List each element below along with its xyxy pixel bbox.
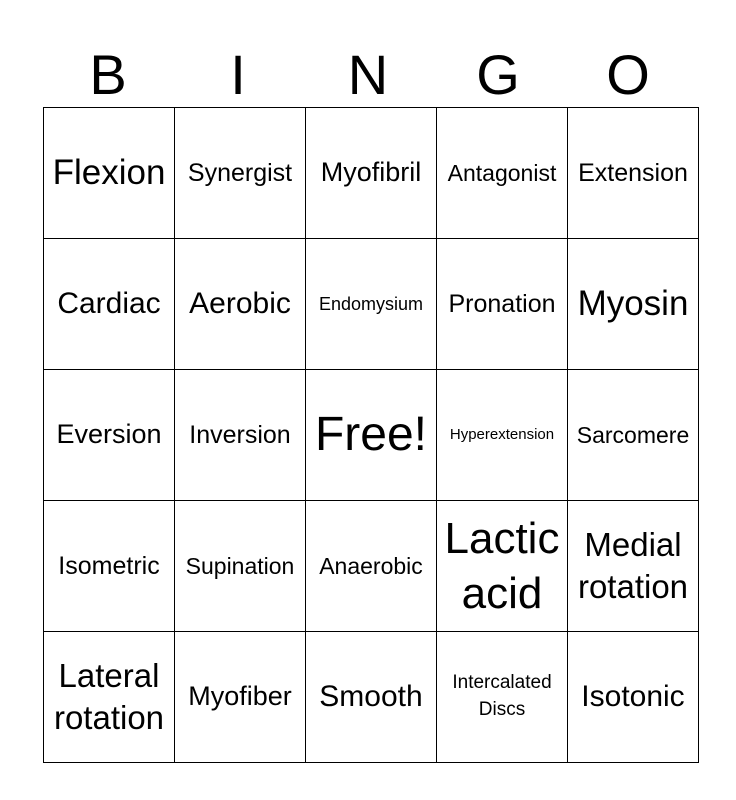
bingo-cell[interactable]: [175, 501, 306, 632]
bingo-cell[interactable]: [568, 632, 699, 763]
cell-label: Myosin: [577, 284, 689, 324]
header-letter-i: I: [230, 43, 246, 106]
bingo-cell[interactable]: [175, 632, 306, 763]
bingo-cell[interactable]: [306, 239, 437, 370]
cell-label: Intercalated Discs: [452, 672, 552, 720]
cell-label: Smooth: [319, 679, 423, 713]
board-row-4: [44, 501, 699, 632]
cell-label: Synergist: [187, 158, 293, 187]
header-letter-g: G: [476, 43, 520, 106]
cell-label: Aerobic: [189, 286, 291, 320]
bingo-cell[interactable]: [175, 370, 306, 501]
cell-label: Isometric: [58, 551, 160, 580]
bingo-cell[interactable]: [44, 108, 175, 239]
cell-label: Inversion: [189, 420, 291, 449]
bingo-cell[interactable]: [306, 632, 437, 763]
bingo-cell[interactable]: [437, 501, 568, 632]
bingo-cell[interactable]: [568, 501, 699, 632]
bingo-cell[interactable]: [437, 632, 568, 763]
board-row-2: [44, 239, 699, 370]
cell-label: Sarcomere: [576, 421, 690, 448]
header-letter-o: O: [606, 43, 650, 106]
bingo-cell[interactable]: [175, 239, 306, 370]
cell-label: Lactic acid: [444, 514, 560, 618]
cell-label: Supination: [185, 552, 295, 579]
cell-label: Medial rotation: [577, 525, 689, 605]
board-row-1: [44, 108, 699, 239]
free-space-label: Free!: [314, 408, 428, 462]
cell-label: Myofibril: [320, 157, 422, 188]
cell-label: Anaerobic: [319, 552, 423, 579]
bingo-cell[interactable]: [437, 239, 568, 370]
bingo-cell[interactable]: [44, 370, 175, 501]
bingo-cell[interactable]: [568, 108, 699, 239]
bingo-header: [43, 44, 693, 106]
free-space-cell[interactable]: [306, 370, 437, 501]
bingo-cell[interactable]: [44, 239, 175, 370]
bingo-board: [43, 107, 699, 763]
cell-label: Isotonic: [581, 679, 685, 713]
cell-label: Endomysium: [318, 293, 424, 314]
cell-label: Eversion: [56, 419, 162, 450]
cell-label: Extension: [578, 158, 688, 187]
cell-label: Antagonist: [447, 159, 557, 186]
bingo-cell[interactable]: [437, 108, 568, 239]
bingo-cell[interactable]: [44, 501, 175, 632]
bingo-cell[interactable]: [568, 370, 699, 501]
bingo-cell[interactable]: [306, 501, 437, 632]
bingo-cell[interactable]: [175, 108, 306, 239]
cell-label: Hyperextension: [449, 426, 555, 444]
cell-label: Flexion: [52, 153, 166, 193]
cell-label: Myofiber: [188, 681, 292, 712]
header-letter-b: B: [89, 43, 127, 106]
cell-label: Lateral rotation: [53, 656, 165, 736]
bingo-cell[interactable]: [44, 632, 175, 763]
board-row-3: [44, 370, 699, 501]
cell-label: Cardiac: [57, 286, 161, 320]
bingo-cell[interactable]: [568, 239, 699, 370]
header-letter-n: N: [347, 43, 389, 106]
bingo-cell[interactable]: [437, 370, 568, 501]
bingo-cell[interactable]: [306, 108, 437, 239]
cell-label: Pronation: [448, 289, 556, 318]
board-row-5: [44, 632, 699, 763]
